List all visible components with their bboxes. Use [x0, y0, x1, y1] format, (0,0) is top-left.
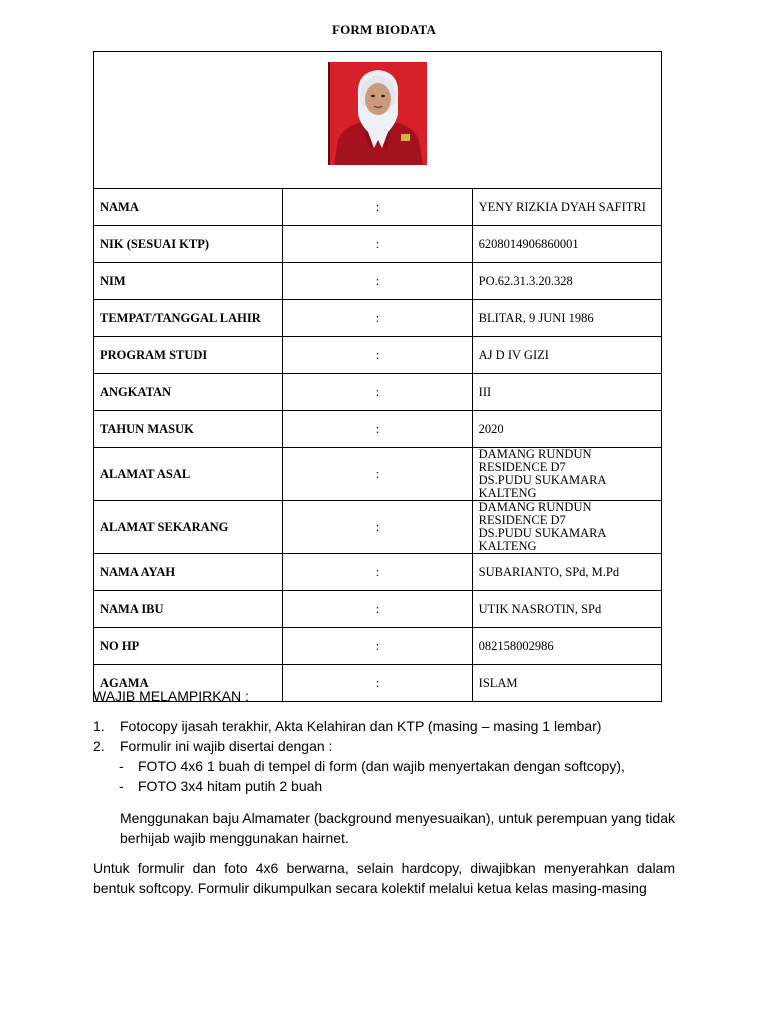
address-line-2: DS.PUDU SUKAMARA KALTENG — [478, 526, 606, 553]
field-value: 6208014906860001 — [472, 226, 661, 263]
sub-item-text: FOTO 4x6 1 buah di tempel di form (dan wajib menyertakan dengan softcopy), — [138, 758, 625, 774]
row-program-studi — [94, 337, 662, 374]
field-label: ALAMAT SEKARANG — [94, 501, 283, 554]
field-label: NIK (SESUAI KTP) — [94, 226, 283, 263]
item-number: 1. — [93, 718, 105, 734]
field-label: TEMPAT/TANGGAL LAHIR — [94, 300, 283, 337]
field-value: AJ D IV GIZI — [472, 337, 661, 374]
field-value: PO.62.31.3.20.328 — [472, 263, 661, 300]
field-value: III — [472, 374, 661, 411]
item-text: Fotocopy ijasah terakhir, Akta Kelahiran dan KTP (masing – masing 1 lembar) — [120, 718, 602, 734]
notes-heading: WAJIB MELAMPIRKAN : — [93, 688, 249, 704]
row-alamat-asal — [94, 448, 662, 501]
colon: : — [283, 411, 472, 448]
list-item — [93, 716, 675, 736]
almamater-note: Menggunakan baju Almamater (background menyesuaikan), untuk perempuan yang tidak berhijab wajib menggunakan hairnet. — [120, 810, 675, 846]
row-nim — [94, 263, 662, 300]
colon: : — [283, 189, 472, 226]
colon: : — [283, 263, 472, 300]
colon: : — [283, 448, 472, 501]
dash-bullet: - — [119, 778, 124, 794]
attachment-notes — [93, 686, 675, 898]
address-line-1: DAMANG RUNDUN RESIDENCE D7 — [478, 447, 592, 474]
field-label: ALAMAT ASAL — [94, 448, 283, 501]
field-value: UTIK NASROTIN, SPd — [472, 591, 661, 628]
colon: : — [283, 554, 472, 591]
field-value: SUBARIANTO, SPd, M.Pd — [472, 554, 661, 591]
softcopy-note: Untuk formulir dan foto 4x6 berwarna, selain hardcopy, diwajibkan menyerahkan dalam bentuk softcopy. Formulir dikumpulkan secara kolektif melalui ketua kelas masing-masing — [93, 860, 675, 896]
field-value — [472, 448, 661, 501]
field-label: NAMA AYAH — [94, 554, 283, 591]
field-value: 082158002986 — [472, 628, 661, 665]
row-nama-ibu — [94, 591, 662, 628]
biodata-table — [93, 51, 662, 702]
field-label: TAHUN MASUK — [94, 411, 283, 448]
colon: : — [283, 226, 472, 263]
field-value — [472, 501, 661, 554]
student-photo — [328, 62, 427, 165]
item-number: 2. — [93, 738, 105, 754]
colon: : — [283, 374, 472, 411]
photo-cell — [94, 52, 662, 189]
sub-list-item — [93, 756, 675, 776]
form-title: FORM BIODATA — [331, 22, 437, 37]
field-label: PROGRAM STUDI — [94, 337, 283, 374]
address-line-1: DAMANG RUNDUN RESIDENCE D7 — [478, 500, 592, 527]
row-nama — [94, 189, 662, 226]
field-label: NIM — [94, 263, 283, 300]
field-value: 2020 — [472, 411, 661, 448]
field-label: NO HP — [94, 628, 283, 665]
field-label: ANGKATAN — [94, 374, 283, 411]
field-value: ISLAM — [472, 665, 661, 702]
colon: : — [283, 665, 472, 702]
sub-item-text: FOTO 3x4 hitam putih 2 buah — [138, 778, 323, 794]
row-nama-ayah — [94, 554, 662, 591]
item-text: Formulir ini wajib disertai dengan : — [120, 738, 333, 754]
field-value: BLITAR, 9 JUNI 1986 — [472, 300, 661, 337]
row-nik — [94, 226, 662, 263]
sub-list-item — [93, 776, 675, 796]
field-value: YENY RIZKIA DYAH SAFITRI — [472, 189, 661, 226]
row-tempat-tanggal-lahir — [94, 300, 662, 337]
address-line-2: DS.PUDU SUKAMARA KALTENG — [478, 473, 606, 500]
field-label: NAMA IBU — [94, 591, 283, 628]
row-alamat-sekarang — [94, 501, 662, 554]
colon: : — [283, 337, 472, 374]
row-tahun-masuk — [94, 411, 662, 448]
list-item — [93, 736, 675, 756]
row-angkatan — [94, 374, 662, 411]
colon: : — [283, 501, 472, 554]
student-photo-illustration — [330, 62, 427, 165]
colon: : — [283, 300, 472, 337]
field-label: NAMA — [94, 189, 283, 226]
field-label: AGAMA — [94, 665, 283, 702]
row-no-hp — [94, 628, 662, 665]
dash-bullet: - — [119, 758, 124, 774]
colon: : — [283, 591, 472, 628]
colon: : — [283, 628, 472, 665]
